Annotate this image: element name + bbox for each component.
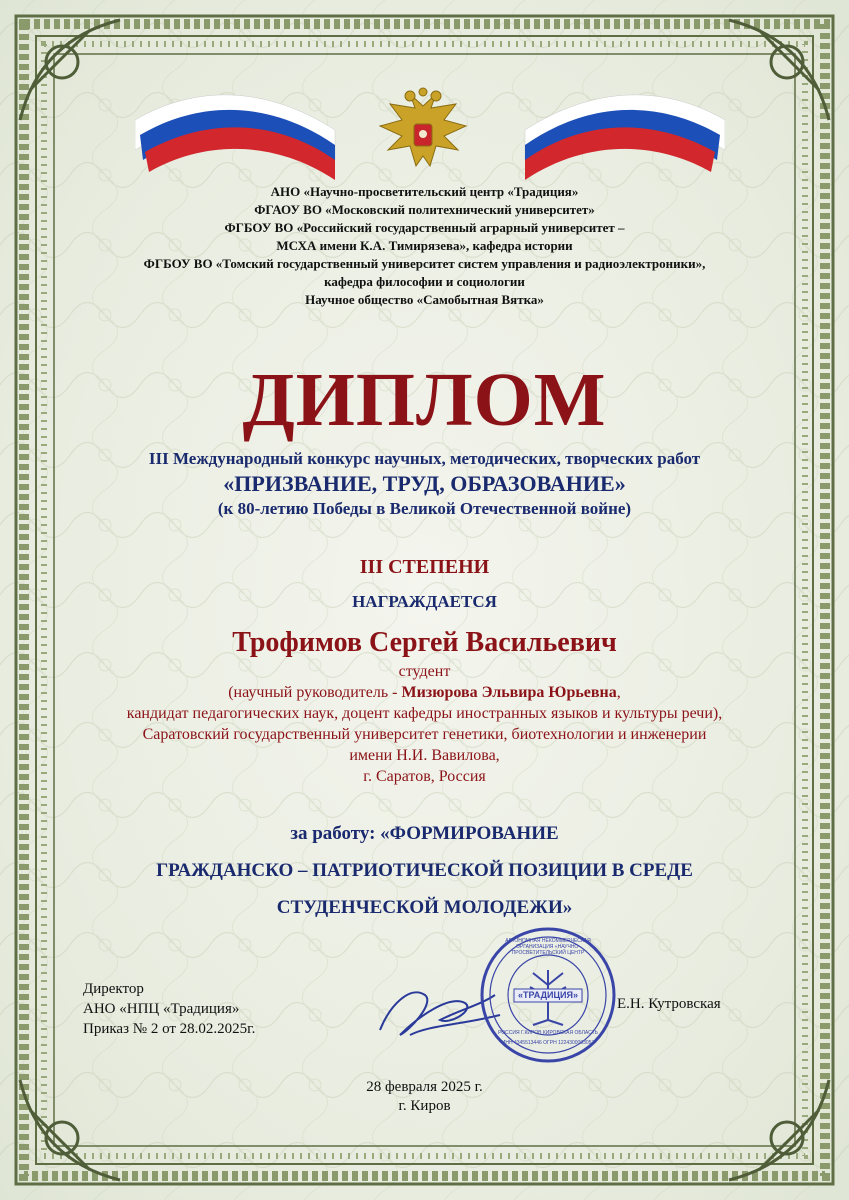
order-reference: Приказ № 2 от 28.02.2025г. (83, 1021, 256, 1037)
coat-of-arms-icon (370, 86, 476, 186)
degree-label: III СТЕПЕНИ (359, 556, 490, 578)
issue-date: 28 февраля 2025 г. (366, 1079, 483, 1095)
signatory-position: Директор (83, 981, 144, 997)
organizer-line: АНО «Научно-просветительский центр «Традиция» (270, 184, 579, 199)
organizer-line: ФГАОУ ВО «Московский политехнический университет» (254, 202, 595, 217)
supervisor-name: Мизюрова Эльвира Юрьевна (401, 684, 617, 701)
contest-line: III Международный конкурс научных, методических, творческих работ (148, 449, 701, 468)
contest-name: «ПРИЗВАНИЕ, ТРУД, ОБРАЗОВАНИЕ» (223, 471, 626, 496)
work-line: СТУДЕНЧЕСКОЙ МОЛОДЕЖИ» (276, 897, 573, 918)
contest-dedication: (к 80-летию Победы в Великой Отечественной войне) (217, 499, 632, 518)
stamp-center-text: «ТРАДИЦИЯ» (518, 990, 578, 1000)
organizer-line: кафедра философии и социологии (324, 274, 525, 289)
organizer-line: ФГБОУ ВО «Томский государственный университет систем управления и радиоэлектроники», (143, 256, 706, 271)
supervisor-title: кандидат педагогических наук, доцент кафедры иностранных языков и культуры речи), (126, 705, 723, 722)
work-line: за работу: «ФОРМИРОВАНИЕ (290, 823, 559, 844)
stamp-bottom-text: РОССИЯ Г.КИРОВ КИРОВСКАЯ ОБЛАСТЬ (498, 1030, 598, 1036)
recipient-city: г. Саратов, Россия (363, 768, 486, 785)
contest-block (0, 448, 849, 520)
university-line: Саратовский государственный университет генетики, биотехнологии и инженерии (142, 726, 707, 743)
recipient-details (0, 661, 849, 787)
organizer-line: ФГБОУ ВО «Российский государственный аграрный университет – (224, 220, 625, 235)
university-line: имени Н.И. Вавилова, (349, 747, 500, 764)
work-line: ГРАЖДАНСКО – ПАТРИОТИЧЕСКОЙ ПОЗИЦИИ В СРЕДЕ (156, 860, 693, 881)
awarded-label: НАГРАЖДАЕТСЯ (352, 592, 497, 611)
issue-date-block (0, 1078, 849, 1116)
recipient-name: Трофимов Сергей Васильевич (232, 627, 617, 658)
diploma-title: ДИПЛОМ (242, 358, 607, 442)
organizers-block (0, 183, 849, 309)
stamp-ids: ИНН 4345513446 ОГРН 1224300003053 (501, 1040, 595, 1046)
organizer-line: МСХА имени К.А. Тимирязева», кафедра истории (276, 238, 573, 253)
recipient-role: студент (398, 663, 451, 680)
work-title-block (0, 815, 849, 926)
organizer-line: Научное общество «Самобытная Вятка» (305, 292, 544, 307)
signatory-org: АНО «НПЦ «Традиция» (83, 1001, 240, 1017)
supervisor-line: (научный руководитель - Мизюрова Эльвира Юрьевна, (228, 684, 621, 701)
signatory-block (83, 979, 255, 1039)
signer-name: Е.Н. Кутровская (617, 996, 721, 1012)
issue-city: г. Киров (398, 1098, 451, 1114)
stamp-ring-text: АВТОНОМНАЯ НЕКОММЕРЧЕСКАЯ ОРГАНИЗАЦИЯ «НАУЧНО-ПРОСВЕТИТЕЛЬСКИЙ ЦЕНТР (505, 938, 591, 956)
